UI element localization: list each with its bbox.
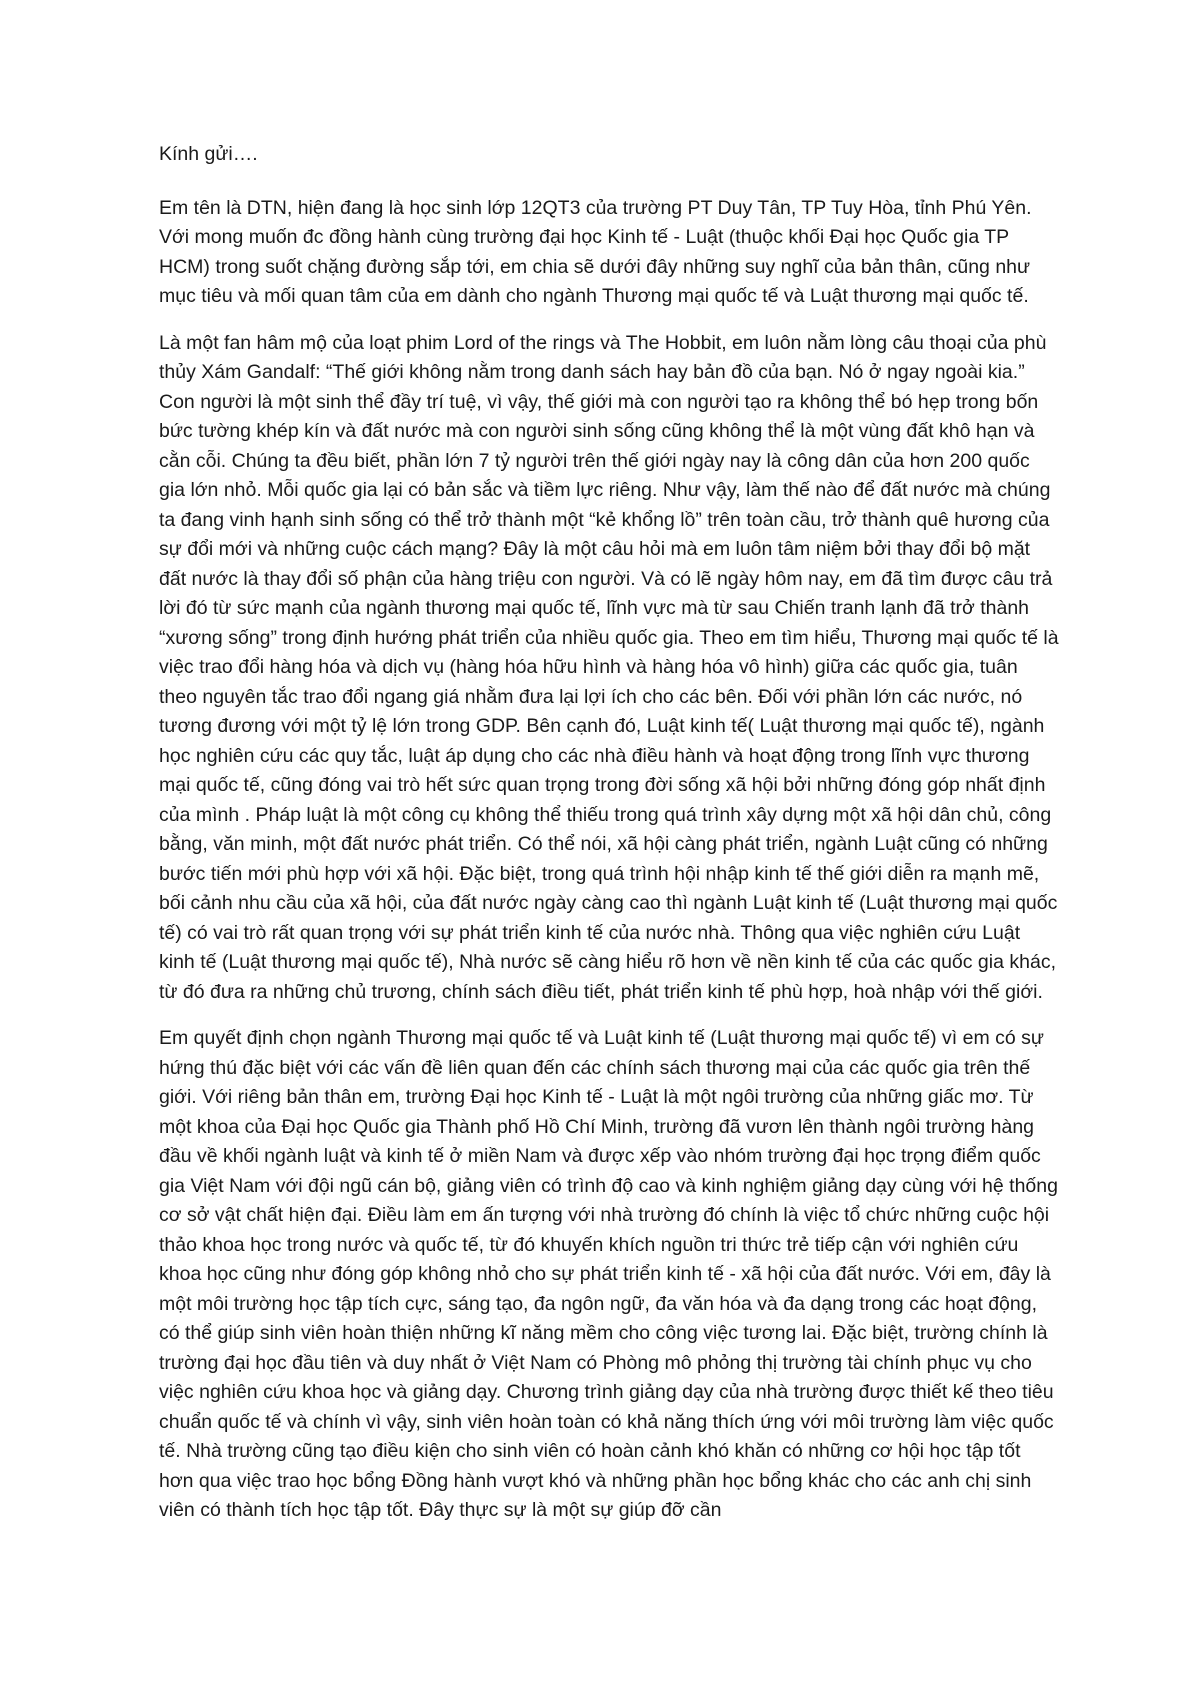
paragraph-international-trade: Là một fan hâm mộ của loạt phim Lord of the rings và The Hobbit, em luôn nằm lòng câu thoại của phù thủy Xám Gandalf: “Thế giới không nằm trong danh sách hay bản đồ của bạn. Nó ở ngay ngoài kia.” Con người là một sinh thể đầy trí tuệ, vì vậy, thế giới mà con người tạo ra không thể bó hẹp trong bốn bức tường khép kín và đất nước mà con người sinh sống cũng không thể là một vùng đất khô hạn và cằn cỗi. Chúng ta đều biết, phần lớn 7 tỷ người trên thế giới ngày nay là công dân của hơn 200 quốc gia lớn nhỏ. Mỗi quốc gia lại có bản sắc và tiềm lực riêng. Như vậy, làm thế nào để đất nước mà chúng ta đang vinh hạnh sinh sống có thể trở thành một “kẻ khổng lồ” trên toàn cầu, trở thành quê hương của sự đổi mới và những cuộc cách mạng? Đây là một câu hỏi mà em luôn tâm niệm bởi thay đổi bộ mặt đất nước là thay đổi số phận của hàng triệu con người. Và có lẽ ngày hôm nay, em đã tìm được câu trả lời đó từ sức mạnh của ngành thương mại quốc tế, lĩnh vực mà từ sau Chiến tranh lạnh đã trở thành “xương sống” trong định hướng phát triển của nhiều quốc gia. Theo em tìm hiểu, Thương mại quốc tế là việc trao đổi hàng hóa và dịch vụ (hàng hóa hữu hình và hàng hóa vô hình) giữa các quốc gia, tuân theo nguyên tắc trao đổi ngang giá nhằm đưa lại lợi ích cho các bên. Đối với phần lớn các nước, nó tương đương với một tỷ lệ lớn trong GDP. Bên cạnh đó, Luật kinh tế( Luật thương mại quốc tế), ngành học nghiên cứu các quy tắc, luật áp dụng cho các nhà điều hành và hoạt động trong lĩnh vực thương mại quốc tế, cũng đóng vai trò hết sức quan trọng trong đời sống xã hội bởi những đóng góp nhất định của mình . Pháp luật là một công cụ không thể thiếu trong quá trình xây dựng một xã hội dân chủ, công bằng, văn minh, một đất nước phát triển. Có thể nói, xã hội càng phát triển, ngành Luật cũng có những bước tiến mới phù hợp với xã hội. Đặc biệt, trong quá trình hội nhập kinh tế thế giới diễn ra mạnh mẽ, bối cảnh nhu cầu của xã hội, của đất nước ngày càng cao thì ngành Luật kinh tế (Luật thương mại quốc tế) có vai trò rất quan trọng với sự phát triển kinh tế của nước nhà. Thông qua việc nghiên cứu Luật kinh tế (Luật thương mại quốc tế), Nhà nước sẽ càng hiểu rõ hơn về nền kinh tế của các quốc gia khác, từ đó đưa ra những chủ trương, chính sách điều tiết, phát triển kinh tế phù hợp, hoà nhập với thế giới. [159, 331, 1059, 1003]
paragraph-university-choice: Em quyết định chọn ngành Thương mại quốc tế và Luật kinh tế (Luật thương mại quốc tế) vì em có sự hứng thú đặc biệt với các vấn đề liên quan đến các chính sách thương mại của các quốc gia trên thế giới. Với riêng bản thân em, trường Đại học Kinh tế - Luật là một ngôi trường của những giấc mơ. Từ một khoa của Đại học Quốc gia Thành phố Hồ Chí Minh, trường đã vươn lên thành ngôi trường hàng đầu về khối ngành luật và kinh tế ở miền Nam và được xếp vào nhóm trường đại học trọng điểm quốc gia Việt Nam với đội ngũ cán bộ, giảng viên có trình độ cao và kinh nghiệm giảng dạy cùng với hệ thống cơ sở vật chất hiện đại. Điều làm em ấn tượng với nhà trường đó chính là việc tổ chức những cuộc hội thảo khoa học trong nước và quốc tế, từ đó khuyến khích nguồn tri thức trẻ tiếp cận với nghiên cứu khoa học cũng như đóng góp không nhỏ cho sự phát triển kinh tế - xã hội của đất nước. Với em, đây là một môi trường học tập tích cực, sáng tạo, đa ngôn ngữ, đa văn hóa và đa dạng trong các hoạt động, có thể giúp sinh viên hoàn thiện những kĩ năng mềm cho công việc tương lai. Đặc biệt, trường chính là trường đại học đầu tiên và duy nhất ở Việt Nam có Phòng mô phỏng thị trường tài chính phục vụ cho việc nghiên cứu khoa học và giảng dạy. Chương trình giảng dạy của nhà trường được thiết kế theo tiêu chuẩn quốc tế và chính vì vậy, sinh viên hoàn toàn có khả năng thích ứng với môi trường làm việc quốc tế. Nhà trường cũng tạo điều kiện cho sinh viên có hoàn cảnh khó khăn có những cơ hội học tập tốt hơn qua việc trao học bổng Đồng hành vượt khó và những phần học bổng khác cho các anh chị sinh viên có thành tích học tập tốt. Đây thực sự là một sự giúp đỡ cần [159, 1027, 1058, 1521]
paragraph-introduction: Em tên là DTN, hiện đang là học sinh lớp 12QT3 của trường PT Duy Tân, TP Tuy Hòa, tỉnh Phú Yên. Với mong muốn đc đồng hành cùng trường đại học Kinh tế - Luật (thuộc khối Đại học Quốc gia TP HCM) trong suốt chặng đường sắp tới, em chia sẽ dưới đây những suy nghĩ của bản thân, cũng như mục tiêu và mối quan tâm của em dành cho ngành Thương mại quốc tế và Luật thương mại quốc tế. [159, 196, 1032, 307]
document-body [159, 140, 1059, 1543]
greeting-line: Kính gửi…. [159, 143, 258, 165]
